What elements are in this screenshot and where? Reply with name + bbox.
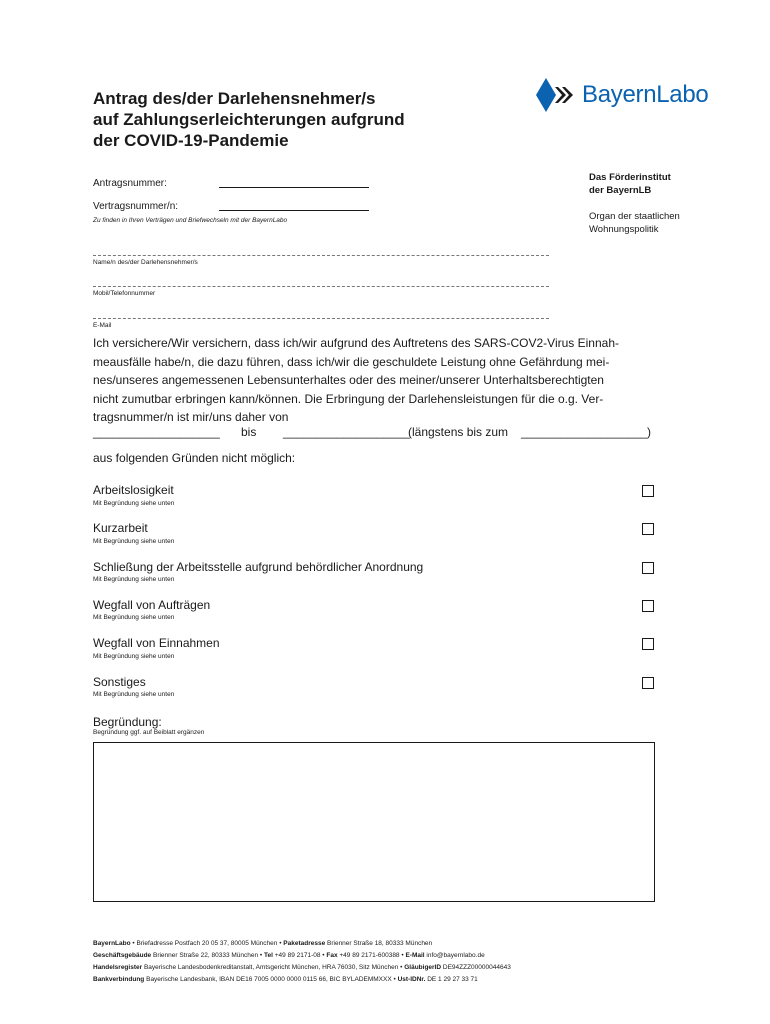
checkbox-arbeitslosigkeit[interactable] <box>642 485 654 497</box>
reason-label: Kurzarbeit <box>93 521 148 535</box>
footer-bold: GläubigerID <box>404 964 442 971</box>
longest-prefix: (längstens bis zum <box>408 425 509 439</box>
footer-text: Bayerische Landesbodenkreditanstalt, Amtsgericht München, HRA 76030, Sitz München • <box>142 964 405 971</box>
declaration-text <box>93 334 668 427</box>
footer-text: info@bayernlabo.de <box>424 952 485 959</box>
longest-suffix: ) <box>647 425 651 439</box>
document-title <box>93 88 493 151</box>
footer-bold: Handelsregister <box>93 964 143 971</box>
date-to-field[interactable]: ___________________ <box>283 425 410 439</box>
title-line: auf Zahlungserleichterungen aufgrund <box>93 110 405 129</box>
declaration-line: nes/unseres angemessenen Lebensunterhaltes oder des meiner/unserer Unterhaltsberechtigten <box>93 373 604 387</box>
name-field[interactable] <box>93 255 549 256</box>
reason-sub: Mit Begründung siehe unten <box>93 653 175 660</box>
footer-bold: Geschäftsgebäude <box>93 952 152 959</box>
reason-sub: Mit Begründung siehe unten <box>93 691 175 698</box>
footer-bold: Paketadresse <box>283 940 326 947</box>
reason-sub: Mit Begründung siehe unten <box>93 500 175 507</box>
reason-sub: Mit Begründung siehe unten <box>93 576 175 583</box>
vertragsnummer-field[interactable] <box>219 199 369 211</box>
date-range-row <box>93 425 668 443</box>
reasons-intro: aus folgenden Gründen nicht möglich: <box>93 451 296 465</box>
declaration-line: meausfälle habe/n, die dazu führen, dass ich/wir die geschuldete Leistung ohne Gefährdung mei- <box>93 354 610 369</box>
declaration-line: nicht zumutbar erbringen kann/können. Die Erbringung der Darlehensleistungen für die o.g. Ver- <box>93 391 604 406</box>
checkbox-kurzarbeit[interactable] <box>642 523 654 535</box>
institute-info <box>589 171 719 197</box>
footer-bold: E-Mail <box>405 952 425 959</box>
vertragsnummer-hint: Zu finden in Ihren Verträgen und Briefwechseln mit der BayernLabo <box>93 217 288 224</box>
bayernlabo-logo-icon <box>536 78 576 112</box>
footer-line <box>93 974 693 986</box>
footer-text: DE 1 29 27 33 71 <box>425 976 478 983</box>
footer-bold: Tel <box>264 952 273 959</box>
begruendung-sub: Begründung ggf. auf Beiblatt ergänzen <box>93 729 205 736</box>
footer-text: Brienner Straße 18, 80333 München <box>325 940 433 947</box>
reason-label: Wegfall von Einnahmen <box>93 636 220 650</box>
begruendung-title: Begründung: <box>93 715 162 729</box>
footer-text: Bayerische Landesbank, IBAN DE16 7005 0000 0000 0115 66, BIC BYLADEMMXXX • <box>144 976 398 983</box>
footer-text: • Briefadresse Postfach 20 05 37, 80005 München • <box>130 940 284 947</box>
longest-until-field[interactable]: ___________________ <box>521 425 648 439</box>
logo-text: BayernLabo <box>582 81 709 108</box>
footer-bold: BayernLabo <box>93 940 131 947</box>
reason-label: Schließung der Arbeitsstelle aufgrund behördlicher Anordnung <box>93 560 424 574</box>
date-from-field[interactable]: ___________________ <box>93 425 220 439</box>
footer-text: +49 89 2171-600388 • <box>337 952 406 959</box>
begruendung-textarea[interactable] <box>93 742 655 902</box>
checkbox-sonstiges[interactable] <box>642 677 654 689</box>
footer-bold: Bankverbindung <box>93 976 145 983</box>
checkbox-wegfall-einnahmen[interactable] <box>642 638 654 650</box>
bayernlabo-logo <box>536 78 708 112</box>
footer-text: +49 89 2171-08 • <box>272 952 327 959</box>
mobile-label: Mobil/Telefonnummer <box>93 290 156 297</box>
footer <box>93 938 693 986</box>
organ-line: Organ der staatlichen <box>589 211 680 222</box>
reason-label: Sonstiges <box>93 675 146 689</box>
vertragsnummer-label: Vertragsnummer/n: <box>93 201 179 212</box>
organ-line: Wohnungspolitik <box>589 224 659 235</box>
declaration-line: tragsnummer/n ist mir/uns daher von <box>93 410 289 424</box>
footer-bold: Ust-IDNr. <box>397 976 426 983</box>
mobile-field[interactable] <box>93 286 549 287</box>
institute-line: der BayernLB <box>589 185 652 196</box>
reason-label: Arbeitslosigkeit <box>93 483 174 497</box>
footer-line <box>93 950 693 962</box>
antragsnummer-field[interactable] <box>219 176 369 188</box>
checkbox-wegfall-auftraege[interactable] <box>642 600 654 612</box>
email-label: E-Mail <box>93 322 112 329</box>
title-line: der COVID-19-Pandemie <box>93 131 289 150</box>
reason-sub: Mit Begründung siehe unten <box>93 538 175 545</box>
reason-sub: Mit Begründung siehe unten <box>93 614 175 621</box>
checkbox-schliessung[interactable] <box>642 562 654 574</box>
footer-bold: Fax <box>326 952 338 959</box>
footer-line <box>93 962 693 974</box>
bis-label: bis <box>241 425 257 439</box>
name-label: Name/n des/der Darlehensnehmer/s <box>93 259 198 266</box>
declaration-line: Ich versichere/Wir versichern, dass ich/wir aufgrund des Auftretens des SARS-COV2-Virus Einnah- <box>93 336 619 350</box>
email-field[interactable] <box>93 318 549 319</box>
footer-line <box>93 938 693 950</box>
reason-label: Wegfall von Aufträgen <box>93 598 211 612</box>
organ-info <box>589 210 719 236</box>
institute-line: Das Förderinstitut <box>589 172 671 183</box>
title-line: Antrag des/der Darlehensnehmer/s <box>93 89 376 108</box>
antragsnummer-label: Antragsnummer: <box>93 178 167 189</box>
footer-text: DE94ZZZ00000044643 <box>441 964 511 971</box>
footer-text: Brienner Straße 22, 80333 München • <box>151 952 265 959</box>
